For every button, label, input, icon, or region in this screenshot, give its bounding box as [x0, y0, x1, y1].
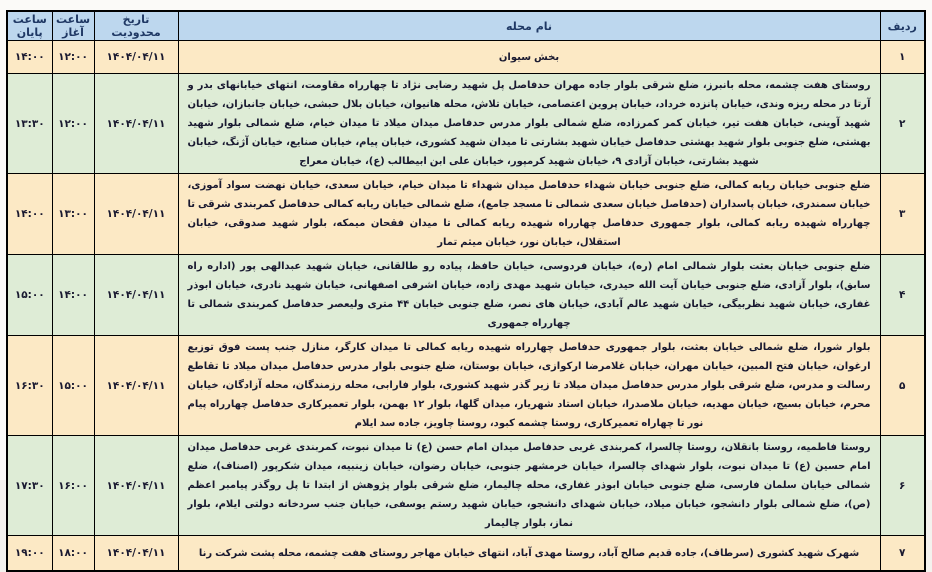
cell-neighborhood [178, 255, 880, 336]
cell-row-number: ۴ [880, 255, 925, 336]
table-row [7, 74, 925, 174]
neighborhood-text: ضلع جنوبی خیابان ریابه کمالی، ضلع جنوبی خیابان شهداء حدفاصل میدان شهداء تا میدان خیام، خیابان سعدی، خیابان نهضت سواد آموزی، خیابان سمندری، خیابان پاسداران (حدفاصل خیابان سعدی شمالی تا مسجد جامع)، ضلع شمالی خیابان ریابه کمالی حدفاصل کمربندی شرقی تا چهارراه شهیده ریابه کمالی، بلوار جمهوری حدفاصل چهارراه شهیده ریابه کمالی تا میدان فقحان میمکه، بلوار شهید صدوقی، خیابان استقلال، خیابان نور، خیابان میثم تمار [187, 180, 871, 248]
cell-end-time: ۱۵:۰۰ [7, 255, 52, 336]
cell-start-time: ۱۵:۰۰ [52, 336, 94, 436]
cell-date: ۱۴۰۴/۰۴/۱۱ [94, 436, 178, 536]
neighborhood-text: ضلع جنوبی خیابان بعثت بلوار شمالی امام (ره)، خیابان فردوسی، خیابان حافظ، پیاده رو طالقانی، خیابان شهید عبدالهی پور (اداره راه سابق)، بلوار آزادی، ضلع جنوبی خیابان آیت الله حیدری، خیابان شهید مهدی زاده، خیابان اشرفی اصفهانی، خیابان شهید نادری، خیابان ابوذر غفاری، خیابان شهید نظربیگی، خیابان شهید عالم آبادی، خیابان های نصر، ضلع جنوبی خیابان ۴۴ متری ولیعصر حدفاصل کمربندی شمالی تا چهارراه جمهوری [187, 261, 871, 329]
cell-start-time: ۱۲:۰۰ [52, 74, 94, 174]
cell-start-time: ۱۴:۰۰ [52, 255, 94, 336]
cell-neighborhood [178, 336, 880, 436]
header-row [7, 11, 925, 41]
table-row [7, 174, 925, 255]
neighborhood-text: بخش سیوان [498, 51, 560, 63]
cell-end-time: ۱۹:۰۰ [7, 536, 52, 572]
cell-start-time: ۱۲:۰۰ [52, 41, 94, 74]
cell-row-number: ۶ [880, 436, 925, 536]
cell-end-time: ۱۳:۳۰ [7, 74, 52, 174]
cell-date: ۱۴۰۴/۰۴/۱۱ [94, 74, 178, 174]
neighborhood-text: بلوار شورا، ضلع شمالی خیابان بعثت، بلوار جمهوری حدفاصل چهارراه شهیده ریابه کمالی تا میدان کارگر، منازل جنب پست فوق توزیع ارغوان، خیابان فتح المبین، خیابان مهران، خیابان غلامرضا ارکوازی، خیابان بوستان، ضلع جنوبی بلوار مدرس حدفاصل میدان میلاد تا تقاطع رسالت و مدرس، ضلع شرقی بلوار مدرس حدفاصل میدان میلاد تا زیر گذر شهید کشوری، بلوار فارابی، محله رزمندگان، محله آزادگان، خیابان محرم، خیابان بسیج، خیابان مهدیه، خیابان ملاصدرا، خیابان استاد شهریار، میدان گلها، بلوار ۱۲ بهمن، بلوار تعمیرکاری حدفاصل چهارراه پیام نور تا چهاراه تعمیرکاری، روستا چشمه کبود، روستا چاویز، جاده سد ایلام [187, 342, 871, 429]
header-row-number: ردیف [880, 11, 925, 41]
cell-row-number: ۳ [880, 174, 925, 255]
cell-date: ۱۴۰۴/۰۴/۱۱ [94, 174, 178, 255]
table-row [7, 41, 925, 74]
header-start-time: ساعت آغاز [52, 11, 94, 41]
neighborhood-text: شهرک شهید کشوری (سرطاف)، جاده قدیم صالح آباد، روستا مهدی آباد، انتهای خیابان مهاجر روستای هفت چشمه، محله پشت شرکت رنا [198, 547, 860, 559]
table-row [7, 436, 925, 536]
neighborhood-text: روستا فاطمیه، روستا بانقلان، روستا چالسرا، کمربندی غربی حدفاصل میدان امام حسن (ع) تا میدان نبوت، کمربندی غربی حدفاصل میدان امام حسین (ع) تا میدان نبوت، بلوار شهدای چالسرا، خیابان خرمشهر جنوبی، خیابان رضوان، خیابان زینبیه، میدان شکرپور (اصناف)، ضلع شمالی خیابان سلمان فارسی، ضلع جنوبی خیابان ابوذر غفاری، محله چالیمار، ضلع شرقی بلوار پژوهش از ابتدا تا پل روگذر پیامبر اعظم (ص)، ضلع شمالی بلوار دانشجو، خیابان میلاد، خیابان شهدای دانشجو، خیابان شهید رستم یوسفی، خیابان جنب سردخانه دولتی ایلام، بلوار نماز، بلوار چالیمار [187, 442, 871, 529]
table-row [7, 255, 925, 336]
cell-date: ۱۴۰۴/۰۴/۱۱ [94, 41, 178, 74]
neighborhood-text: روستای هفت چشمه، محله بانبرز، ضلع شرقی بلوار جاده مهران حدفاصل پل شهید رضایی نژاد تا چهارراه مقاومت، انتهای خیابانهای بدر و آرتا در محله ریزه وندی، خیابان پانزده خرداد، خیابان پروین اعتصامی، خیابان تلاش، محله هانیوان، خیابان بلال حبشی، خیابان جانبازان، خیابان شهید آوینی، خیابان هفت تیر، خیابان کمر کمرزاده، ضلع شمالی بلوار مدرس حدفاصل میدان میلاد تا میدان خیام، ضلع شمالی بلوار شهید بهشتی، ضلع جنوبی بلوار شهید بهشتی حدفاصل خیابان شهید بشارتی تا میدان شهید کشوری، خیابان پیام، خیابان صنایع، خیابان آژنگ، خیابان شهید بشارتی، خیابان آزادی ۹، خیابان شهید کرمپور، خیابان علی ابن ابیطالب (ع)، خیابان معراج [187, 80, 871, 167]
cell-end-time: ۱۴:۰۰ [7, 174, 52, 255]
cell-date: ۱۴۰۴/۰۴/۱۱ [94, 536, 178, 572]
cell-neighborhood [178, 74, 880, 174]
cell-end-time: ۱۷:۳۰ [7, 436, 52, 536]
cell-end-time: ۱۶:۳۰ [7, 336, 52, 436]
cell-row-number: ۵ [880, 336, 925, 436]
cell-end-time: ۱۴:۰۰ [7, 41, 52, 74]
outage-schedule-table [6, 10, 926, 572]
header-restriction-date: تاریخ محدودیت [94, 11, 178, 41]
cell-date: ۱۴۰۴/۰۴/۱۱ [94, 336, 178, 436]
header-end-time: ساعت پایان [7, 11, 52, 41]
cell-start-time: ۱۶:۰۰ [52, 436, 94, 536]
cell-neighborhood [178, 174, 880, 255]
cell-start-time: ۱۸:۰۰ [52, 536, 94, 572]
cell-row-number: ۷ [880, 536, 925, 572]
cell-row-number: ۱ [880, 41, 925, 74]
cell-neighborhood [178, 536, 880, 572]
cell-date: ۱۴۰۴/۰۴/۱۱ [94, 255, 178, 336]
cell-start-time: ۱۳:۰۰ [52, 174, 94, 255]
cell-neighborhood [178, 41, 880, 74]
table-row [7, 536, 925, 572]
cell-row-number: ۲ [880, 74, 925, 174]
cell-neighborhood [178, 436, 880, 536]
header-neighborhood-name: نام محله [178, 11, 880, 41]
table-row [7, 336, 925, 436]
